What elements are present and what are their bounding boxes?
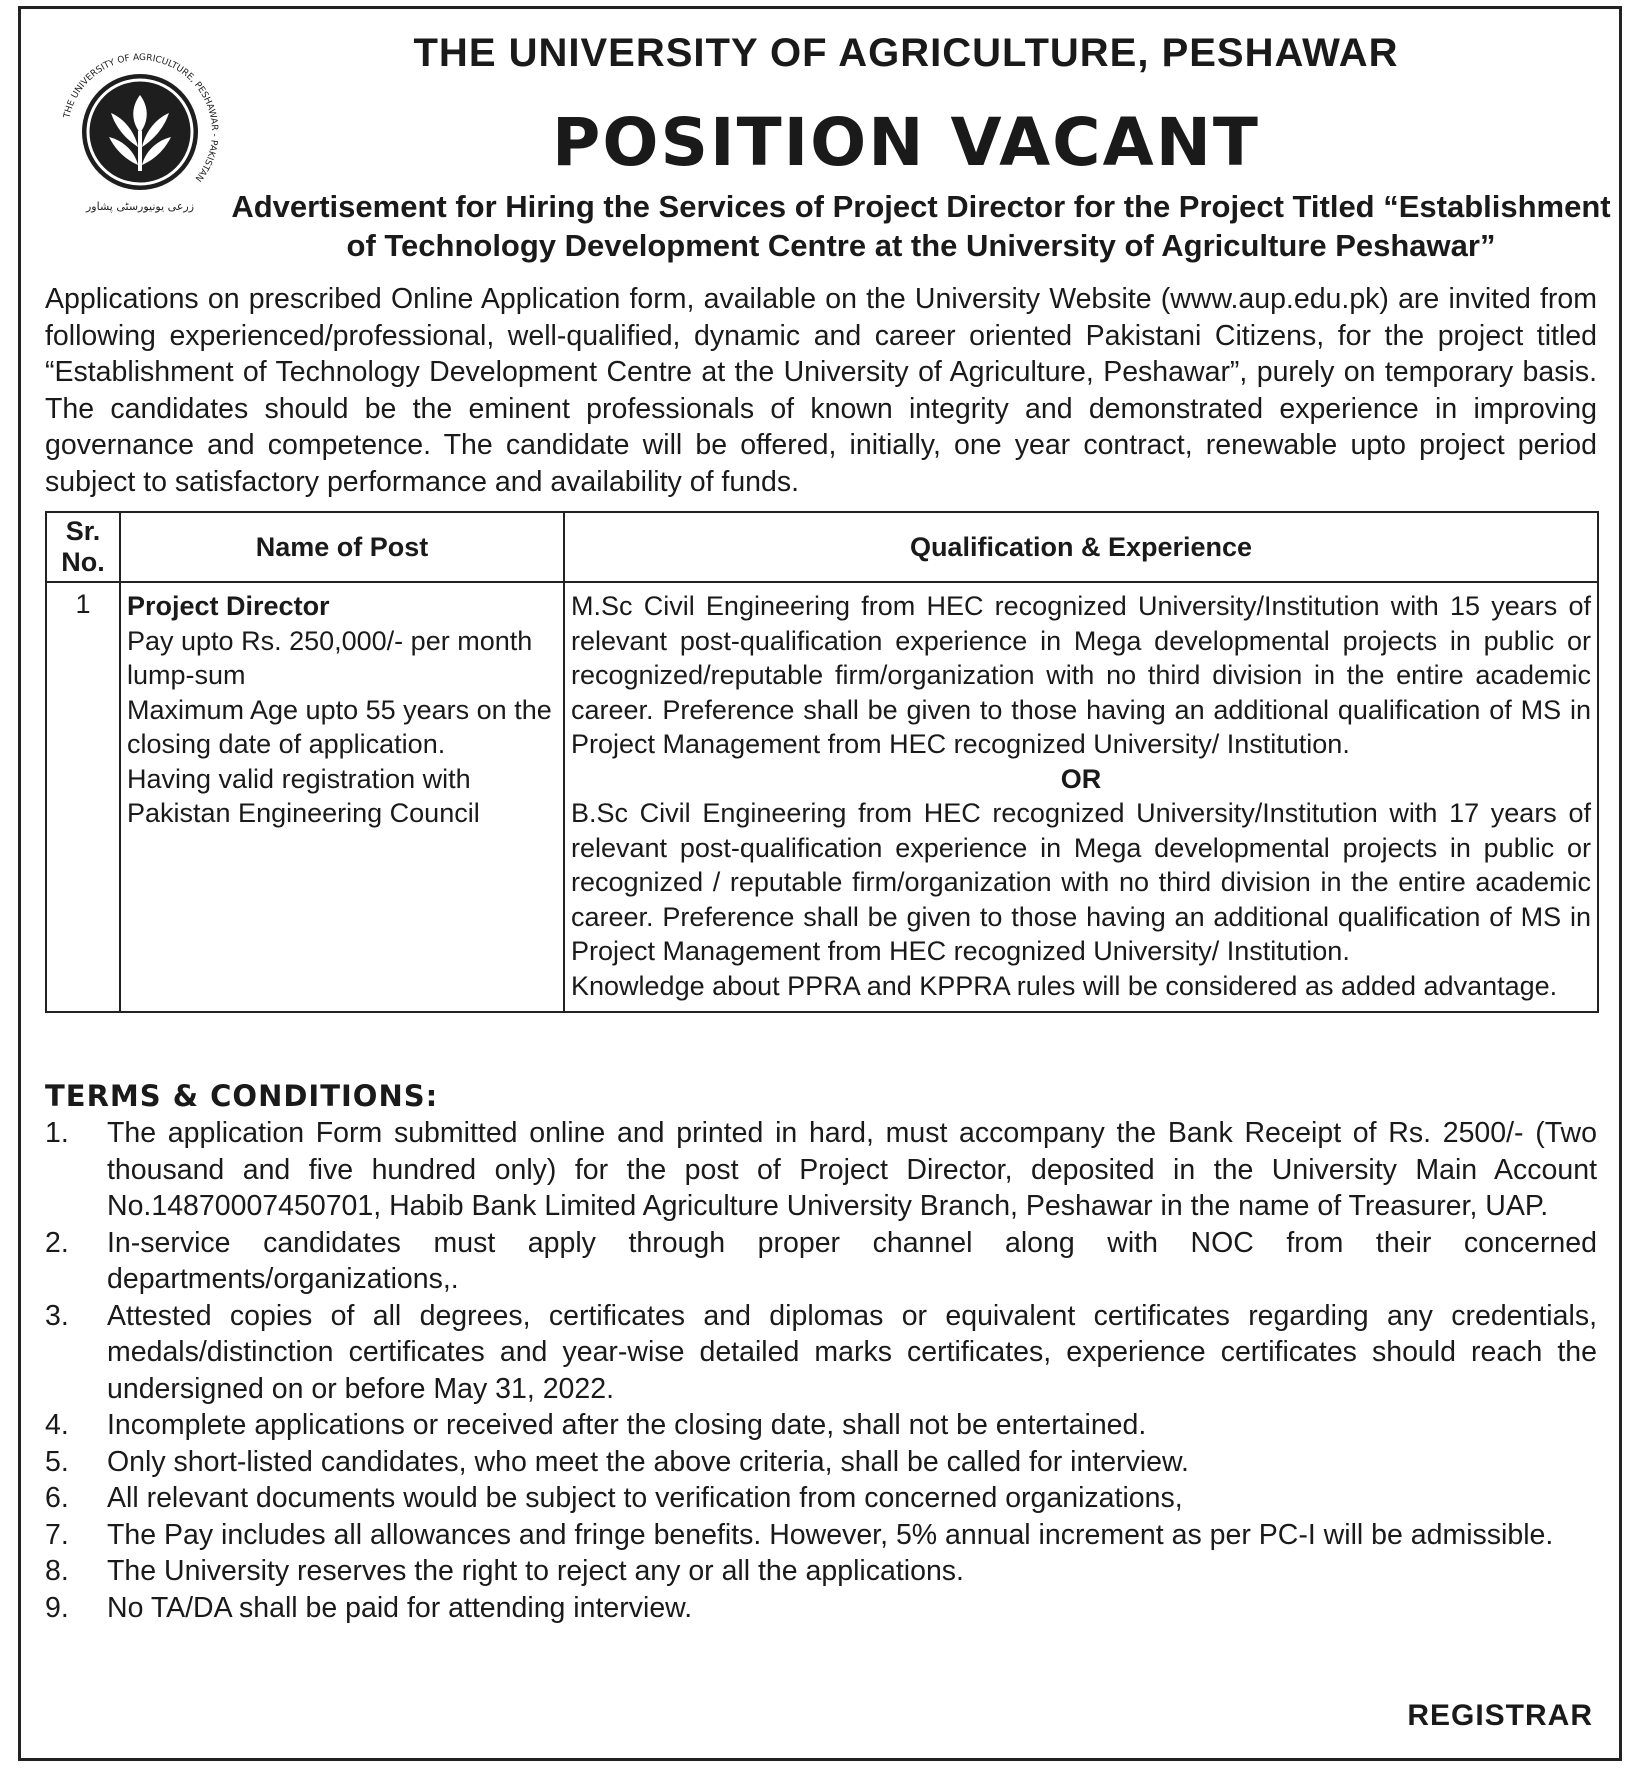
list-item: 8. The University reserves the right to reject any or all the applications. [45,1555,964,1587]
list-item: 7. The Pay includes all allowances and fringe benefits. However, 5% annual increment as per PC-I will be admissible. [45,1518,1554,1551]
post-pay: Pay upto Rs. 250,000/- per month lump-sum [127,625,533,690]
intro-paragraph: Applications on prescribed Online Application form, available on the University Website (www.aup.edu.pk) are invited from following experienced/professional, well-qualified, dynamic and career oriented Pakistani Citizens, for the project titled “Establishment of Technology Development Centre at the University of Agriculture, Peshawar”, purely on temporary basis. The candidates should be the eminent professionals of known integrity and demonstrated experience in improving governance and competence. The candidate will be offered, initially, one year contract, renewable upto project period subject to satisfactory performance and availability of funds. [45,283,1597,498]
list-item: 6. All relevant documents would be subject to verification from concerned organizations, [45,1482,1183,1514]
list-item: 2. In-service candidates must apply through proper channel along with NOC from their concerned departments/organizations,. [45,1226,1597,1295]
wheat-seal-icon [55,47,225,217]
university-logo [55,47,225,217]
university-name: THE UNIVERSITY OF AGRICULTURE, PESHAWAR [413,31,1399,75]
or-label: OR [1060,763,1102,794]
list-item: 5. Only short-listed candidates, who meet the above criteria, shall be called for interview. [45,1445,1189,1478]
post-registration: Having valid registration with Pakistan Engineering Council [127,763,480,828]
row-sr-no: 1 [46,582,120,1012]
qualification-option-2: B.Sc Civil Engineering from HEC recognized University/Institution with 17 years of relevant post-qualification experience in Mega developmental projects in public or recognized / reputable firm/organization with no third division in the entire academic career. Preference shall be given to those having an additional qualification of MS in Project Management from HEC recognized University/ Institution. [571,798,1591,966]
advertisement-subtitle: Advertisement for Hiring the Services of Project Director for the Project Titled “Establishment of Technology Development Centre at the University of Agriculture Peshawar” [231,189,1611,263]
qualification-option-1: M.Sc Civil Engineering from HEC recognized University/Institution with 15 years of relevant post-qualification experience in Mega developmental projects in public or recognized/reputable firm/organization with no third division in the entire academic career. Preference shall be given to those having an additional qualification of MS in Project Management from HEC recognized University/ Institution. [571,591,1591,759]
terms-list [45,1115,1597,1626]
terms-heading: TERMS & CONDITIONS: [45,1079,439,1113]
list-item: 1. The application Form submitted online and printed in hard, must accompany the Bank Receipt of Rs. 2500/- (Two thousand and five hundred only) for the post of Project Director, deposited in the University Main Account No.14870007450701, Habib Bank Limited Agriculture University Branch, Peshawar in the name of Treasurer, UAP. [45,1117,1597,1222]
header-qualification: Qualification & Experience [564,512,1598,582]
row-post-details [120,582,564,1012]
list-item: 4. Incomplete applications or received after the closing date, shall not be entertained. [45,1409,1147,1441]
page-title: POSITION VACANT [552,104,1260,181]
list-item: 3. Attested copies of all degrees, certificates and diplomas or equivalent certificates regarding any credentials, medals/distinction certificates and year-wise detailed marks certificates, experience certificates should reach the undersigned on or before May 31, 2022. [45,1299,1597,1405]
table-header-row [46,512,1598,582]
registrar-signature: REGISTRAR [1407,1699,1593,1732]
header-sr-no: Sr. No. [46,512,120,582]
positions-table [45,511,1599,1013]
logo-urdu-text: زرعی یونیورسٹی پشاور [85,200,195,213]
advertisement-page [18,6,1622,1761]
svg-text:THE UNIVERSITY OF AGRICULTURE,: THE UNIVERSITY OF AGRICULTURE, PESHAWAR - PAKISTAN [62,52,220,183]
post-age-limit: Maximum Age upto 55 years on the closing date of application. [127,694,552,759]
table-row [46,582,1598,1012]
list-item: 9. No TA/DA shall be paid for attending interview. [45,1591,693,1624]
row-qualification [564,582,1598,1012]
knowledge-note: Knowledge about PPRA and KPPRA rules will be considered as added advantage. [571,970,1558,1001]
post-name: Project Director [127,591,330,621]
header-name-of-post: Name of Post [120,512,564,582]
